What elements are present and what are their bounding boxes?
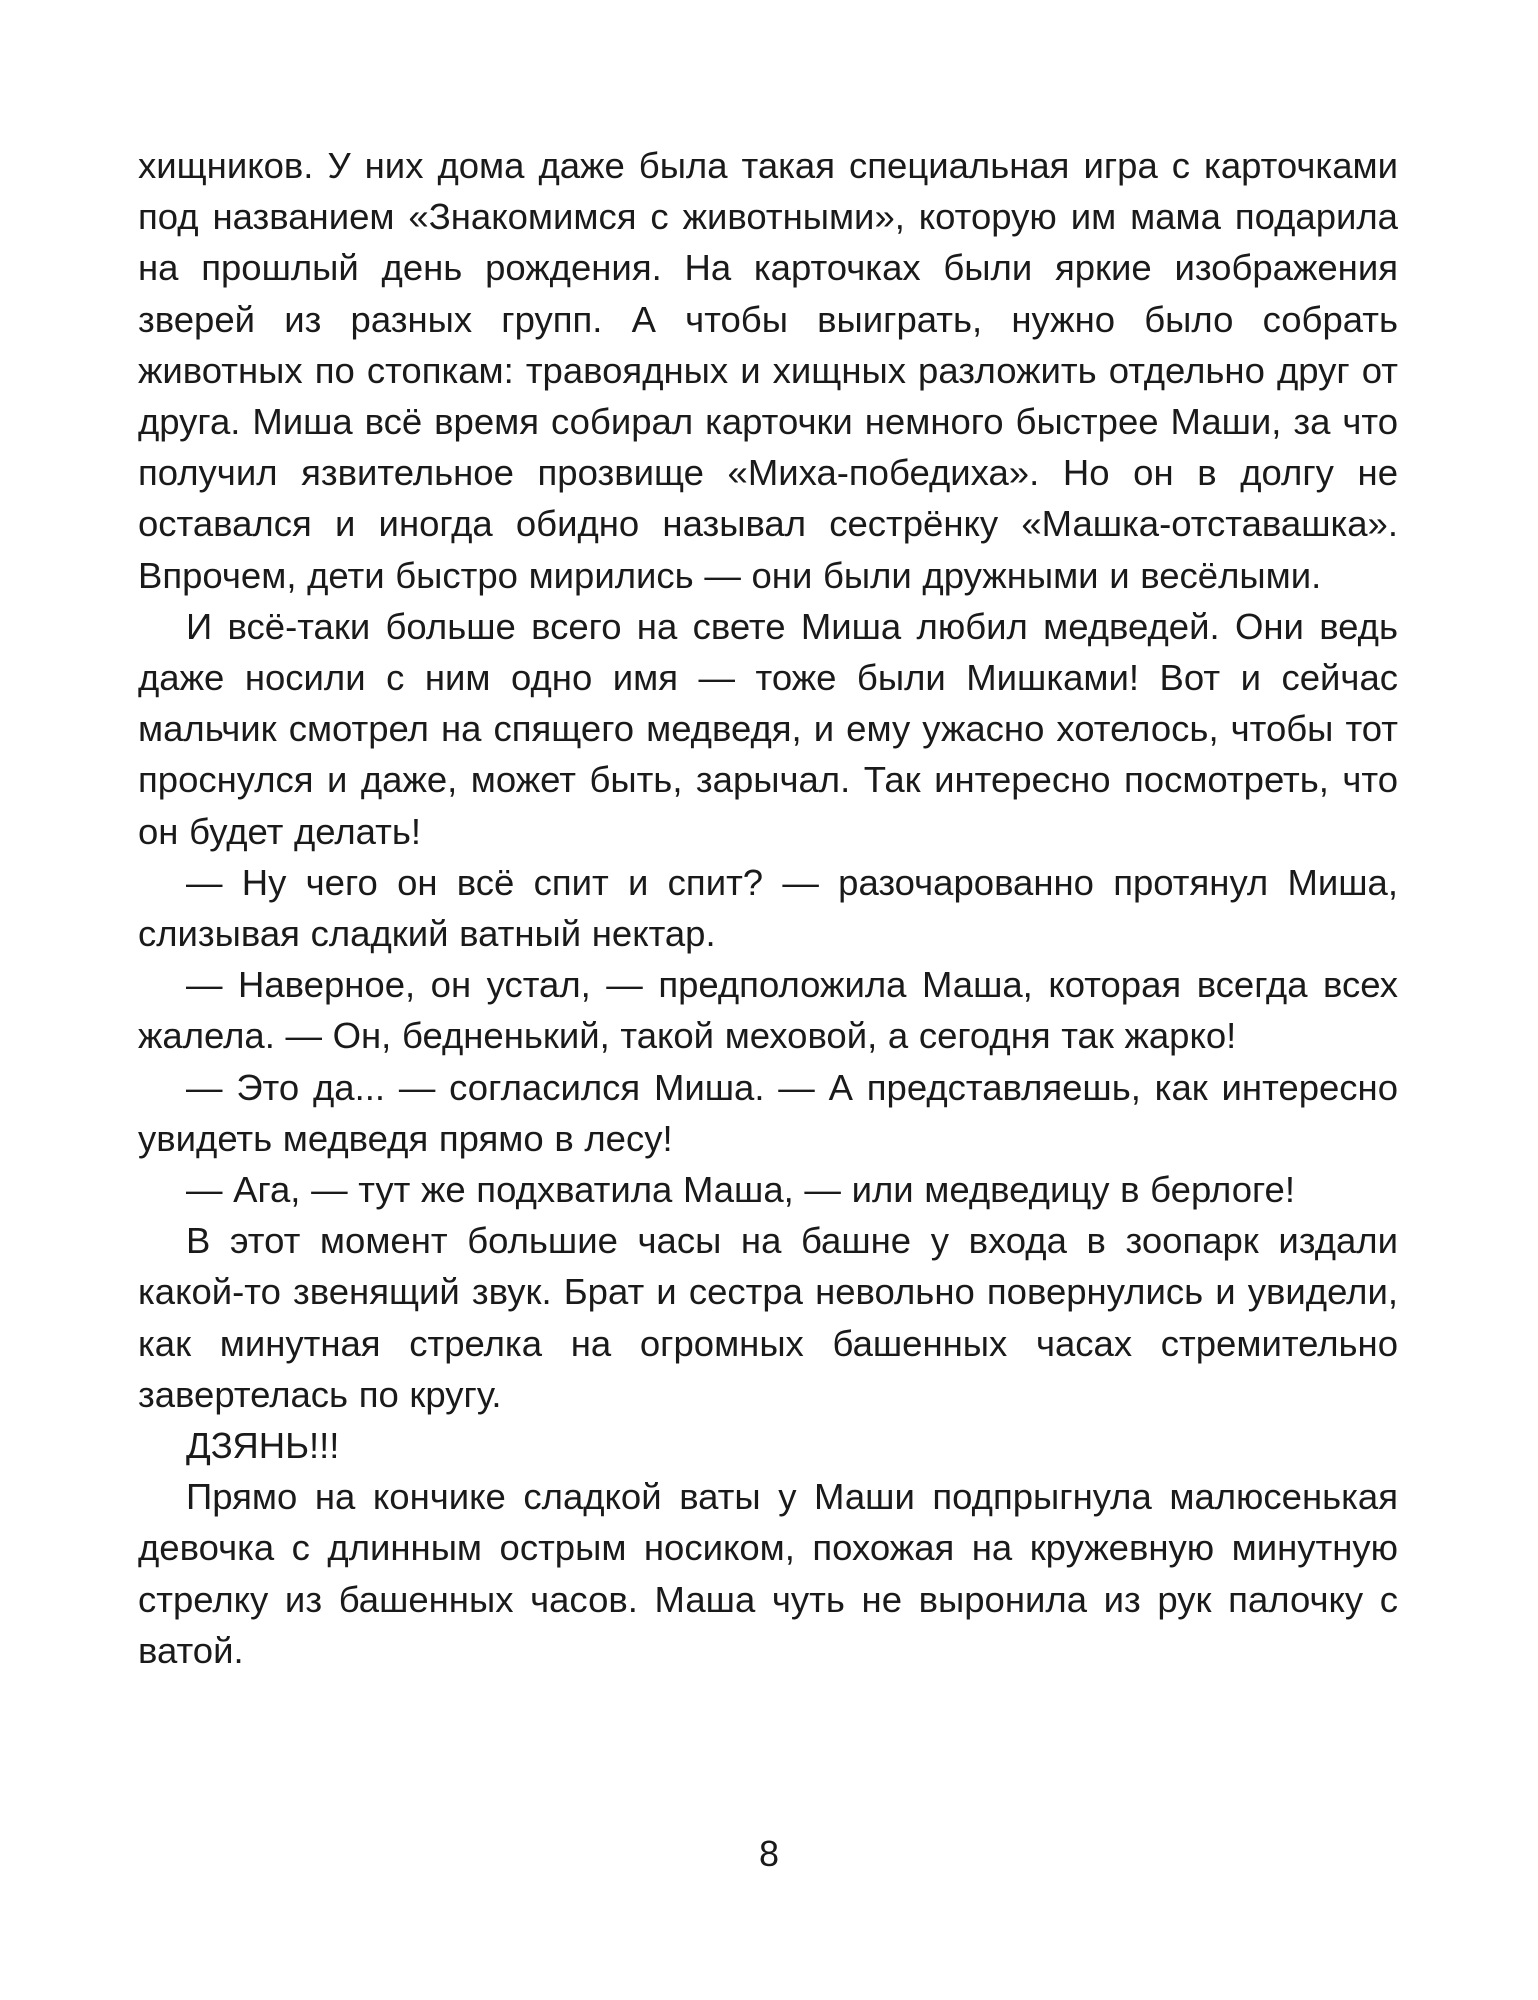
paragraph-8: ДЗЯНЬ!!!	[186, 1425, 340, 1467]
paragraph-7: В этот момент большие часы на башне у входа в зоопарк издали какой-то звенящий звук. Брат и сестра невольно повернулись и увидели, как минутная стрелка на огромных башенных часах стремительно завертелась по кругу.	[138, 1220, 1398, 1415]
paragraph-9: Прямо на кончике сладкой ваты у Маши подпрыгнула малюсенькая девочка с длинным острым носиком, похожая на кружевную минутную стрелку из башенных часов. Маша чуть не выронила из рук палочку с ватой.	[138, 1476, 1398, 1671]
paragraph-2: И всё-таки больше всего на свете Миша любил медведей. Они ведь даже носили с ним одно имя — тоже были Мишками! Вот и сейчас мальчик смотрел на спящего медведя, и ему ужасно хотелось, чтобы тот проснулся и даже, может быть, зарычал. Так интересно посмотреть, что он будет делать!	[138, 605, 1398, 852]
paragraph-4: — Наверное, он устал, — предположила Маша, которая всегда всех жалела. — Он, бедненький, такой меховой, а сегодня так жарко!	[138, 964, 1398, 1057]
page-number: 8	[758, 1833, 780, 1874]
paragraph-6: — Ага, — тут же подхватила Маша, — или медведицу в берлоге!	[186, 1169, 1295, 1211]
paragraph-5: — Это да... — согласился Миша. — А представляешь, как интересно увидеть медведя прямо в лесу!	[138, 1066, 1398, 1159]
paragraph-1: хищников. У них дома даже была такая специальная игра с карточками под названием «Знакомимся с животными», которую им мама подарила на прошлый день рождения. На карточках были яркие изображения зверей из разных групп. А чтобы выиграть, нужно было собрать животных по стопкам: травоядных и хищных разложить отдельно друг от друга. Миша всё время собирал карточки немного быстрее Маши, за что получил язвительное прозвище «Миха-победиха». Но он в долгу не оставался и иногда обидно называл сестрёнку «Машка-отставашка». Впрочем, дети быстро мирились — они были дружными и весёлыми.	[138, 145, 1398, 596]
page-body	[138, 140, 1398, 1676]
paragraph-3: — Ну чего он всё спит и спит? — разочарованно протянул Миша, слизывая сладкий ватный нектар.	[138, 861, 1398, 955]
